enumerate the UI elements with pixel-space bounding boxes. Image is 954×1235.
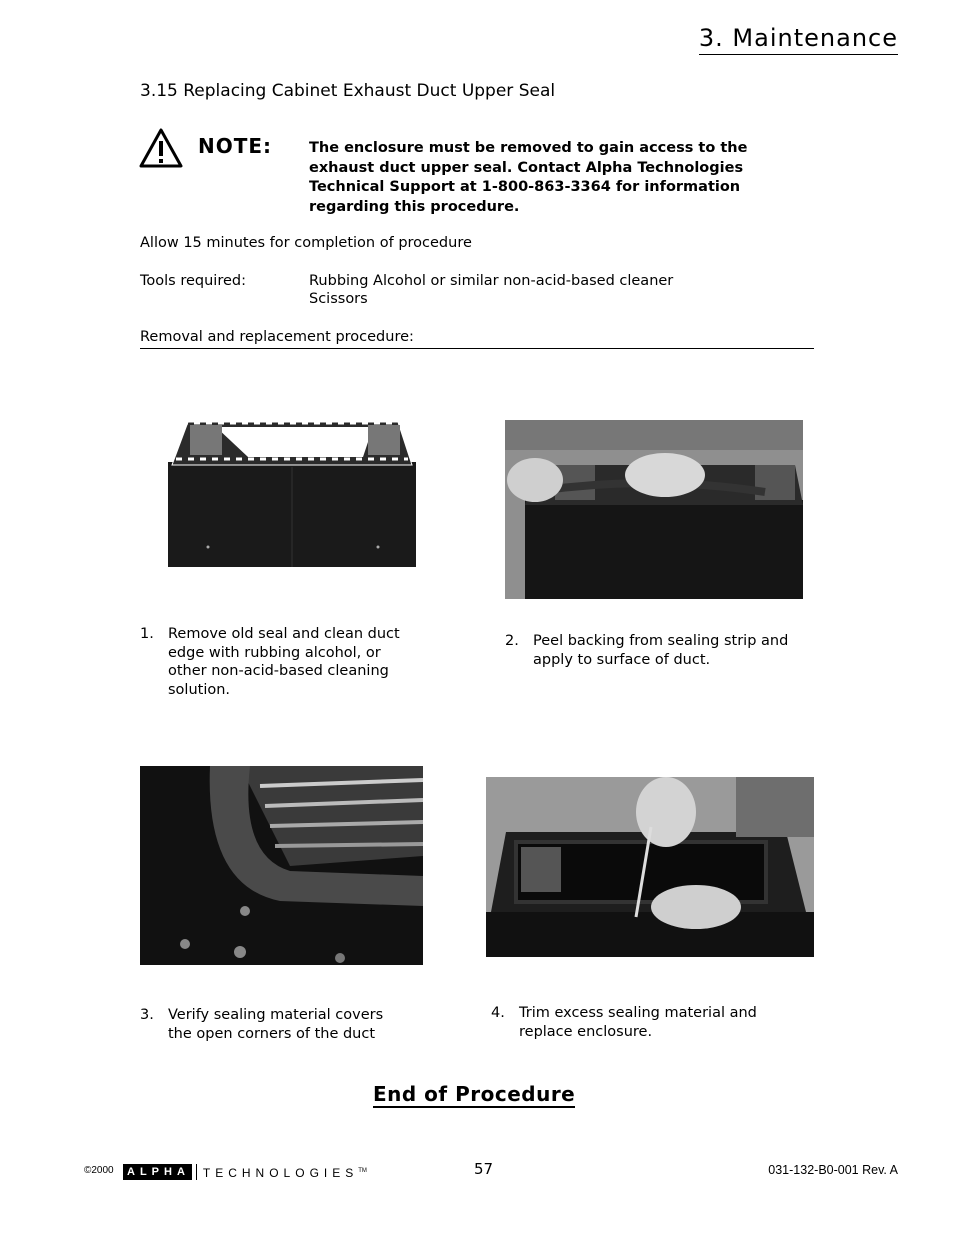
step-1-caption [140, 625, 430, 705]
tools-label: Tools required: [140, 273, 246, 289]
photo-step-2 [505, 420, 803, 599]
footer-copyright: ©2000 [84, 1165, 114, 1176]
step-line: edge with rubbing alcohol, or [168, 644, 381, 661]
photo-step-1 [168, 417, 416, 567]
section-subtitle: 3.15 Replacing Cabinet Exhaust Duct Upper Seal [140, 81, 556, 101]
step-line: Trim excess sealing material and [519, 1005, 757, 1021]
tool-item: Scissors [309, 291, 368, 307]
step-number: 4. [491, 1005, 505, 1021]
step-number: 2. [505, 633, 519, 649]
step-number: 3. [140, 1007, 154, 1023]
alpha-technologies-logo [123, 1163, 367, 1181]
step-number: 1. [140, 626, 154, 642]
document-id: 031-132-B0-001 Rev. A [768, 1163, 898, 1177]
note-line: The enclosure must be removed to gain access to the [309, 140, 748, 156]
step-line: the open corners of the duct [168, 1025, 376, 1042]
logo-technologies [196, 1164, 367, 1180]
note-line: Technical Support at 1-800-863-3364 for information [309, 179, 741, 196]
step-line: apply to surface of duct. [533, 651, 711, 668]
step-line: Peel backing from sealing strip and [533, 633, 789, 649]
step-line: solution. [168, 681, 231, 698]
step-3-caption [140, 1006, 440, 1046]
step-4-caption [491, 1004, 811, 1044]
photo-step-4 [486, 777, 814, 957]
warning-triangle-icon [138, 127, 184, 169]
logo-alpha: ALPHA [123, 1164, 192, 1180]
step-line: Verify sealing material covers [168, 1007, 384, 1023]
step-2-caption [505, 632, 825, 672]
note-text [309, 139, 809, 217]
procedure-heading: Removal and replacement procedure: [140, 329, 414, 345]
note-label: NOTE: [198, 134, 273, 158]
heading-rule [140, 348, 814, 349]
note-line: regarding this procedure. [309, 198, 520, 215]
tool-item: Rubbing Alcohol or similar non-acid-based cleaner [309, 273, 674, 289]
photo-step-3 [140, 766, 423, 965]
step-line: Remove old seal and clean duct [168, 626, 400, 642]
end-of-procedure: End of Procedure [373, 1082, 576, 1106]
page-number: 57 [474, 1160, 494, 1178]
step-line: replace enclosure. [519, 1023, 653, 1040]
section-header: 3. Maintenance [699, 22, 898, 55]
step-line: other non-acid-based cleaning [168, 663, 389, 679]
logo-tm: TM [358, 1168, 367, 1174]
logo-technologies-text: TECHNOLOGIES [202, 1166, 359, 1180]
time-estimate: Allow 15 minutes for completion of procedure [140, 235, 472, 251]
note-line: exhaust duct upper seal. Contact Alpha Technologies [309, 159, 744, 176]
